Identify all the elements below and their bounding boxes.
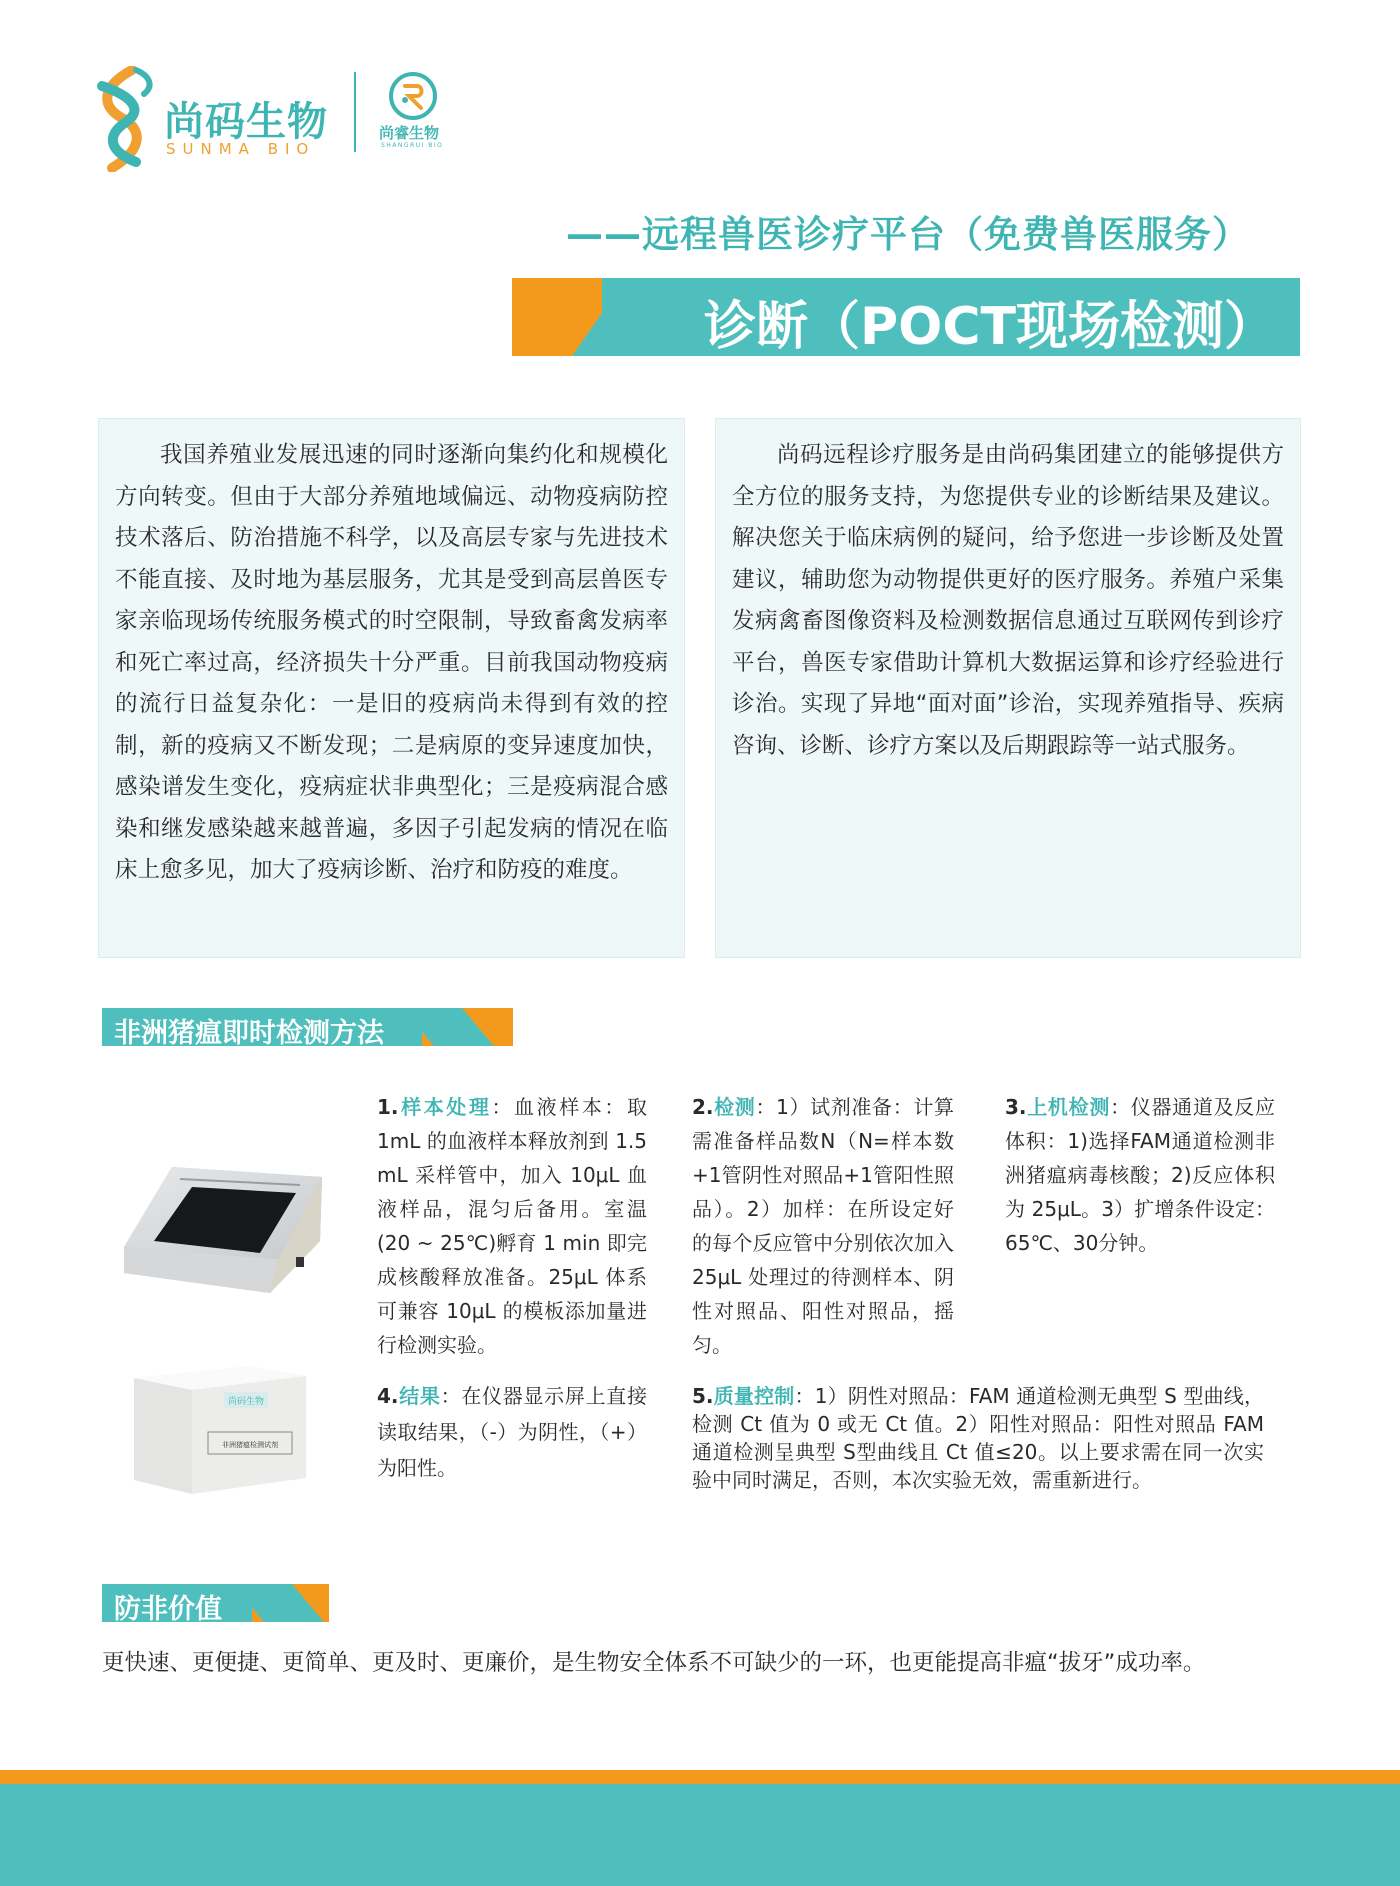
section-title-asf-method: 非洲猪瘟即时检测方法 — [114, 1018, 384, 1046]
section-header-value — [102, 1584, 329, 1622]
step-title: 结果 — [398, 1384, 441, 1408]
shangrui-logo-en: SHANGRUI BIO — [381, 142, 444, 149]
test-kit-box-image — [130, 1362, 310, 1497]
step-body: ：1）试剂准备：计算需准备样品数N（N=样本数+1管阴性对照品+1管阳性照品）。2）加样：在所设定好的每个反应管中分别依次加入25μL 处理过的待测样本、阴性对照品、阳性对照品，摇匀。 — [692, 1095, 954, 1357]
step-title: 质量控制 — [713, 1384, 795, 1408]
poct-device-image — [120, 1165, 325, 1300]
value-text: 更快速、更便捷、更简单、更及时、更廉价，是生物安全体系不可缺少的一环，也更能提高非瘟“拔牙”成功率。 — [102, 1650, 1206, 1676]
sunma-helix-logo-icon — [92, 66, 158, 172]
step-number: 1. — [377, 1095, 399, 1119]
shangrui-logo-icon — [387, 70, 439, 122]
method-step-4 — [377, 1378, 647, 1486]
logo-divider — [354, 72, 356, 152]
page-title: 诊断（POCT现场检测） — [704, 297, 1276, 356]
section-header-asf-method — [102, 1008, 513, 1046]
method-step-1 — [377, 1090, 647, 1362]
title-banner — [512, 278, 1300, 356]
step-number: 2. — [692, 1095, 714, 1119]
sunma-logo-cn: 尚码生物 — [164, 99, 328, 145]
step-body: ：1）阴性对照品：FAM 通道检测无典型 S 型曲线，检测 Ct 值为 0 或无 Ct 值。2）阳性对照品：阳性对照品 FAM 通道检测呈典型 S型曲线且 Ct 值≤20。以上要求需在同一次实验中同时满足，否则，本次实验无效，需重新进行。 — [692, 1384, 1264, 1492]
step-number: 4. — [377, 1384, 399, 1408]
intro-background-text: 我国养殖业发展迅速的同时逐渐向集约化和规模化方向转变。但由于大部分养殖地域偏远、动物疫病防控技术落后、防治措施不科学，以及高层专家与先进技术不能直接、及时地为基层服务，尤其是受到高层兽医专家亲临现场传统服务模式的时空限制，导致畜禽发病率和死亡率过高，经济损失十分严重。目前我国动物疫病的流行日益复杂化：一是旧的疫病尚未得到有效的控制，新的疫病又不断发现；二是病原的变异速度加快，感染谱发生变化，疫病症状非典型化；三是疫病混合感染和继发感染越来越普遍，多因子引起发病的情况在临床上愈多见，加大了疫病诊断、治疗和防疫的难度。 — [115, 442, 668, 883]
kit-box-label-text: 非洲猪瘟检测试剂 — [222, 1441, 278, 1449]
step-body: ：血液样本：取 1mL 的血液样本释放剂到 1.5 mL 采样管中，加入 10μL 血液样品，混匀后备用。室温(20 ~ 25℃)孵育 1 min 即完成核酸释放准备。25μL 体系可兼容 10μL 的模板添加量进行检测实验。 — [377, 1095, 648, 1357]
sunma-logo-en: SUNMA BIO — [166, 140, 316, 158]
intro-box-background — [98, 418, 685, 958]
step-body: ：在仪器显示屏上直接读取结果，（-）为阴性，（+）为阳性。 — [377, 1384, 648, 1480]
step-number: 3. — [1005, 1095, 1027, 1119]
step-title: 上机检测 — [1026, 1095, 1111, 1119]
footer-orange-stripe — [0, 1770, 1400, 1784]
section-title-value: 防非价值 — [114, 1594, 222, 1622]
kit-box-brand-text: 尚码生物 — [227, 1397, 265, 1407]
method-step-2 — [692, 1090, 954, 1362]
logo-block — [92, 66, 472, 172]
intro-service-text: 尚码远程诊疗服务是由尚码集团建立的能够提供方全方位的服务支持，为您提供专业的诊断结果及建议。解决您关于临床病例的疑问，给予您进一步诊断及处置建议，辅助您为动物提供更好的医疗服务。养殖户采集发病禽畜图像资料及检测数据信息通过互联网传到诊疗平台，兽医专家借助计算机大数据运算和诊疗经验进行诊治。实现了异地“面对面”诊治，实现养殖指导、疾病咨询、诊断、诊疗方案以及后期跟踪等一站式服务。 — [732, 442, 1284, 759]
intro-box-service — [715, 418, 1301, 958]
step-body: ：仪器通道及反应体积：1)选择FAM通道检测非洲猪瘟病毒核酸；2)反应体积为 25μL。3）扩增条件设定：65℃、30分钟。 — [1005, 1095, 1276, 1255]
method-step-3 — [1005, 1090, 1275, 1260]
footer-teal-band — [0, 1784, 1400, 1886]
shangrui-logo-cn: 尚睿生物 — [379, 124, 440, 142]
method-step-5 — [692, 1382, 1264, 1494]
step-title: 样本处理 — [398, 1095, 492, 1119]
step-title: 检测 — [713, 1095, 756, 1119]
step-number: 5. — [692, 1384, 714, 1408]
page-subtitle: ——远程兽医诊疗平台（免费兽医服务） — [566, 213, 1250, 256]
